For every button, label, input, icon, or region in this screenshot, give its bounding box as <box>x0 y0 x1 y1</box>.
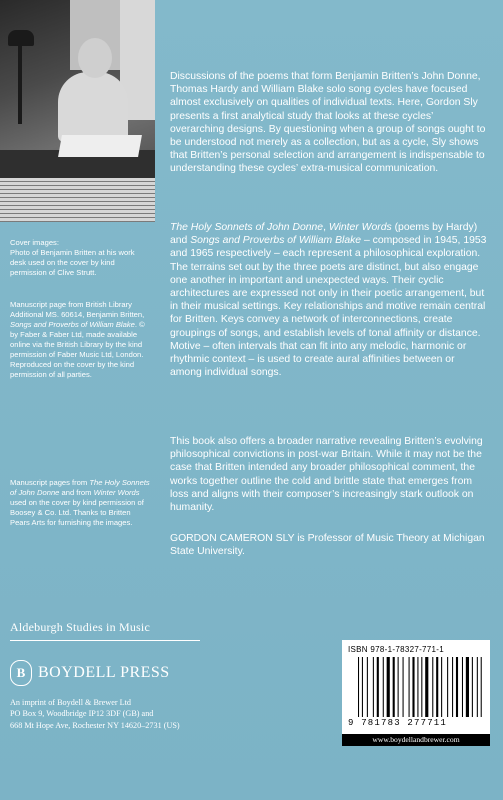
credits-text-2b: . © by Faber & Faber Ltd, made available online via the British Library by the kind permission of Faber Music Ltd, London. Reproduced on the cover by the kind permission of all parties. <box>10 320 145 379</box>
barcode-bar <box>398 657 399 717</box>
barcode-bar <box>441 657 442 717</box>
title-holy-sonnets: The Holy Sonnets of John Donne <box>170 222 324 233</box>
barcode-bar <box>409 657 410 717</box>
barcode-bar <box>432 657 433 717</box>
credits-cover-images <box>10 228 152 278</box>
publisher-url: www.boydellandbrewer.com <box>342 734 490 746</box>
photo-figure-body <box>58 72 128 142</box>
address-line: 668 Mt Hope Ave, Rochester NY 14620–2731 (US) <box>10 720 180 730</box>
credits-text-3-title2: Winter Words <box>93 488 140 497</box>
credits-text-1: Cover images: Photo of Benjamin Britten at his work desk used on the cover by kind permission of Clive Strutt. <box>10 238 135 277</box>
series-divider <box>10 640 200 641</box>
credits-text-3a: Manuscript pages from <box>10 478 90 487</box>
series-title: Aldeburgh Studies in Music <box>10 620 150 634</box>
author-bio <box>170 532 488 558</box>
credits-manuscript-2 <box>10 478 152 528</box>
credits-manuscript-1 <box>10 300 152 380</box>
separator: , <box>323 222 329 233</box>
barcode-bar <box>387 657 390 717</box>
photo-manuscript <box>0 178 155 222</box>
barcode-bar <box>393 657 395 717</box>
photo-lamp-arm <box>18 44 22 124</box>
barcode-bar <box>358 657 359 717</box>
photo-figure-head <box>78 38 112 78</box>
author-bio-text: GORDON CAMERON SLY is Professor of Music Theory at Michigan State University. <box>170 533 485 558</box>
credits-text-2-title: Songs and Proverbs of William Blake <box>10 320 135 329</box>
barcode-digits: 9 781783 277711 <box>348 718 448 728</box>
blurb-paragraph-3 <box>170 435 488 514</box>
title-songs-proverbs: Songs and Proverbs of William Blake <box>190 235 362 247</box>
isbn-label: ISBN 978-1-78327-771-1 <box>348 645 444 654</box>
barcode-bar <box>456 657 458 717</box>
barcode-bar <box>377 657 379 717</box>
barcode-bar <box>417 657 418 717</box>
barcode-panel <box>342 640 490 746</box>
barcode-bar <box>383 657 384 717</box>
cover-photo <box>0 0 155 222</box>
barcode-bar <box>421 657 422 717</box>
title-winter-words: Winter Words <box>328 222 392 233</box>
barcode-bar <box>452 657 453 717</box>
publisher-address <box>10 697 180 731</box>
blurb-text-3: This book also offers a broader narrative revealing Britten’s evolving philosophical convictions in post-war Britain. While it may not be the case that Britten intended any broader philosophical comment, the works together outline the cold and brittle state that emerges from loss and aligns with their composer’s increasingly stark outlook on humanity. <box>170 436 483 514</box>
barcode-bar <box>447 657 448 717</box>
credits-text-2a: Manuscript page from British Library Additional MS. 60614, Benjamin Britten, <box>10 300 145 319</box>
credits-text-3c: used on the cover by kind permission of Boosey & Co. Ltd. Thanks to Britten Pears Arts for furnishing the images. <box>10 498 144 527</box>
address-line: PO Box 9, Woodbridge IP12 3DF (GB) and <box>10 709 154 719</box>
blurb-text-2-rest: – composed in 1945, 1953 and 1965 respectively – each represent a philosophical exploration. The terrains set out by the three poets are distinct, but also engage one another in important and unexpected ways. Their cyclic architectures are expressed not only in their poetic arrangement, but in their musical settings. Key relationships and motive remain central for Britten. Keys convey a network of interconnections, create groupings of songs, and establish levels of tonal affinity or distance. Motive – often intervals that can fit into any melodic, harmonic or rhythmic context – is used to create aural affinities between or among individual songs. <box>170 235 487 379</box>
barcode-bar <box>425 657 428 717</box>
blurb-text-2-mid: (poems by Hardy) and <box>170 222 478 247</box>
barcode-bar <box>367 657 368 717</box>
blurb-text-2 <box>170 221 488 379</box>
credits-text-3b: and from <box>59 488 94 497</box>
barcode-bar <box>436 657 438 717</box>
blurb-paragraph-2 <box>170 221 488 379</box>
barcode-bar <box>403 657 404 717</box>
barcode-bar <box>477 657 478 717</box>
barcode-bar <box>362 657 363 717</box>
barcode-bar <box>466 657 469 717</box>
publisher-name: BOYDELL PRESS <box>38 664 170 681</box>
barcode-bar <box>462 657 463 717</box>
barcode-bar <box>481 657 482 717</box>
photo-paper <box>58 135 142 157</box>
boydell-logo-icon <box>10 660 32 686</box>
address-line: An imprint of Boydell & Brewer Ltd <box>10 698 131 707</box>
barcode-icon <box>358 657 484 717</box>
credits-text-3-title1: The Holy Sonnets of John Donne <box>10 478 150 497</box>
barcode-bar <box>373 657 374 717</box>
blurb-paragraph-1 <box>170 70 488 176</box>
barcode-bar <box>412 657 414 717</box>
blurb-text-1: Discussions of the poems that form Benjamin Britten’s John Donne, Thomas Hardy and William Blake solo song cycles have focused almost exclusively on qualities of individual texts. Here, Gordon Sly presents a first analytical study that looks at these cycles’ overarching designs. By questioning when a group of songs ought to be understood not merely as a collection, but as a cycle, Sly shows that Britten’s personal selection and arrangement is indispensable to understanding these cycles’ extra-musical communication. <box>170 71 486 175</box>
logo-letter: B <box>16 665 26 680</box>
barcode-bar <box>472 657 473 717</box>
publisher-block <box>10 660 170 686</box>
